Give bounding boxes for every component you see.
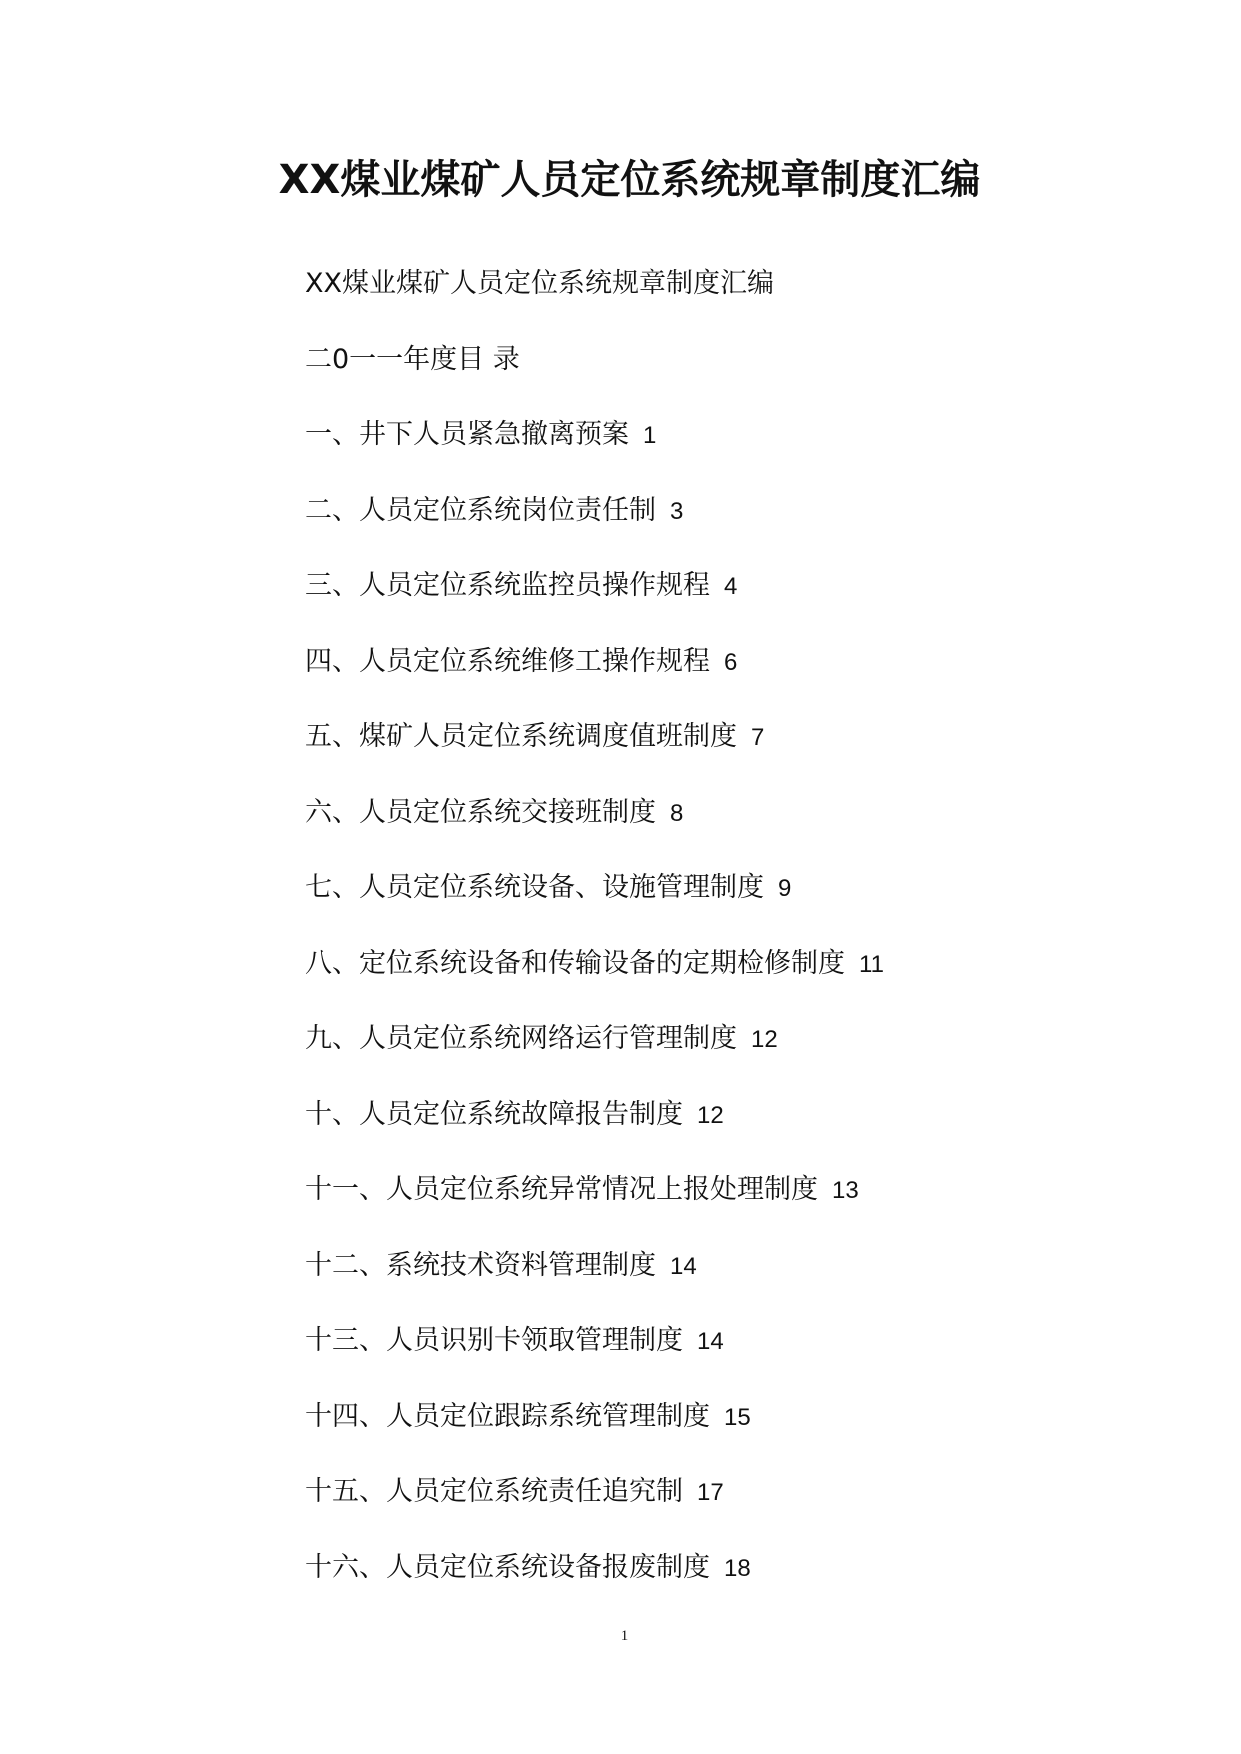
- toc-entry-page: 17: [697, 1479, 724, 1506]
- toc-entry-label: 七、人员定位系统设备、设施管理制度: [305, 872, 764, 903]
- toc-entry: [305, 415, 884, 491]
- toc-entry-page: 9: [778, 875, 792, 902]
- toc-entry-page: 14: [697, 1328, 724, 1355]
- toc-entry-label: 五、煤矿人员定位系统调度值班制度: [305, 721, 737, 752]
- toc-entry-label: 六、人员定位系统交接班制度: [305, 796, 656, 828]
- toc-entry-label: 十一、人员定位系统异常情况上报处理制度: [305, 1174, 818, 1205]
- toc-entry-label: 三、人员定位系统监控员操作规程: [305, 570, 710, 601]
- toc-entry-page: 7: [751, 724, 765, 751]
- toc-entry-page: 13: [832, 1177, 859, 1204]
- toc-entry-page: 1: [643, 422, 657, 449]
- toc-entry: [305, 1472, 884, 1548]
- toc-entry: [305, 868, 884, 944]
- toc-entry-label: 十四、人员定位跟踪系统管理制度: [305, 1400, 710, 1432]
- toc-entry-page: 6: [724, 648, 738, 676]
- toc-entry: [305, 1019, 884, 1095]
- toc-entry-page: 12: [751, 1026, 778, 1053]
- toc-entry-label: 十三、人员识别卡领取管理制度: [305, 1325, 683, 1356]
- toc-entry: [305, 793, 884, 869]
- toc-entry-page: 3: [670, 497, 684, 525]
- toc-entry-label: 十五、人员定位系统责任追究制: [305, 1476, 683, 1507]
- toc-entry-label: 一、井下人员紧急撤离预案: [305, 419, 629, 450]
- toc-entry: [305, 1246, 884, 1322]
- toc-entry-page: 18: [724, 1554, 751, 1582]
- toc-entry-page: 15: [724, 1403, 751, 1431]
- document-subtitle: XX煤业煤矿人员定位系统规章制度汇编: [305, 268, 774, 299]
- page-title: XX煤业煤矿人员定位系统规章制度汇编: [278, 157, 981, 203]
- toc-entry: [305, 566, 884, 642]
- toc-entry: [305, 1548, 884, 1624]
- toc-entry: [305, 944, 884, 1020]
- toc-entry-label: 九、人员定位系统网络运行管理制度: [305, 1023, 737, 1054]
- toc-entry: [305, 491, 884, 567]
- toc-heading: 二0一一年度目 录: [305, 344, 520, 375]
- toc-entry: [305, 1170, 884, 1246]
- toc-entry-page: 4: [724, 573, 738, 600]
- toc-entry-label: 二、人员定位系统岗位责任制: [305, 494, 656, 526]
- toc-entry: [305, 642, 884, 718]
- toc-entry-label: 十二、系统技术资料管理制度: [305, 1249, 656, 1281]
- toc-entry-label: 十、人员定位系统故障报告制度: [305, 1098, 683, 1130]
- toc-entry-page: 11: [859, 950, 884, 978]
- toc-entry-page: 8: [670, 799, 684, 827]
- toc-entry: [305, 1321, 884, 1397]
- toc-entry: [305, 1095, 884, 1171]
- toc-entry-page: 14: [670, 1252, 697, 1280]
- toc-entry: [305, 1397, 884, 1473]
- toc-entry: [305, 717, 884, 793]
- toc-entry-label: 四、人员定位系统维修工操作规程: [305, 645, 710, 677]
- toc-entry-page: 12: [697, 1101, 724, 1129]
- table-of-contents: [305, 415, 884, 1623]
- toc-entry-label: 八、定位系统设备和传输设备的定期检修制度: [305, 947, 845, 979]
- page-number: 1: [620, 1628, 629, 1644]
- toc-entry-label: 十六、人员定位系统设备报废制度: [305, 1551, 710, 1583]
